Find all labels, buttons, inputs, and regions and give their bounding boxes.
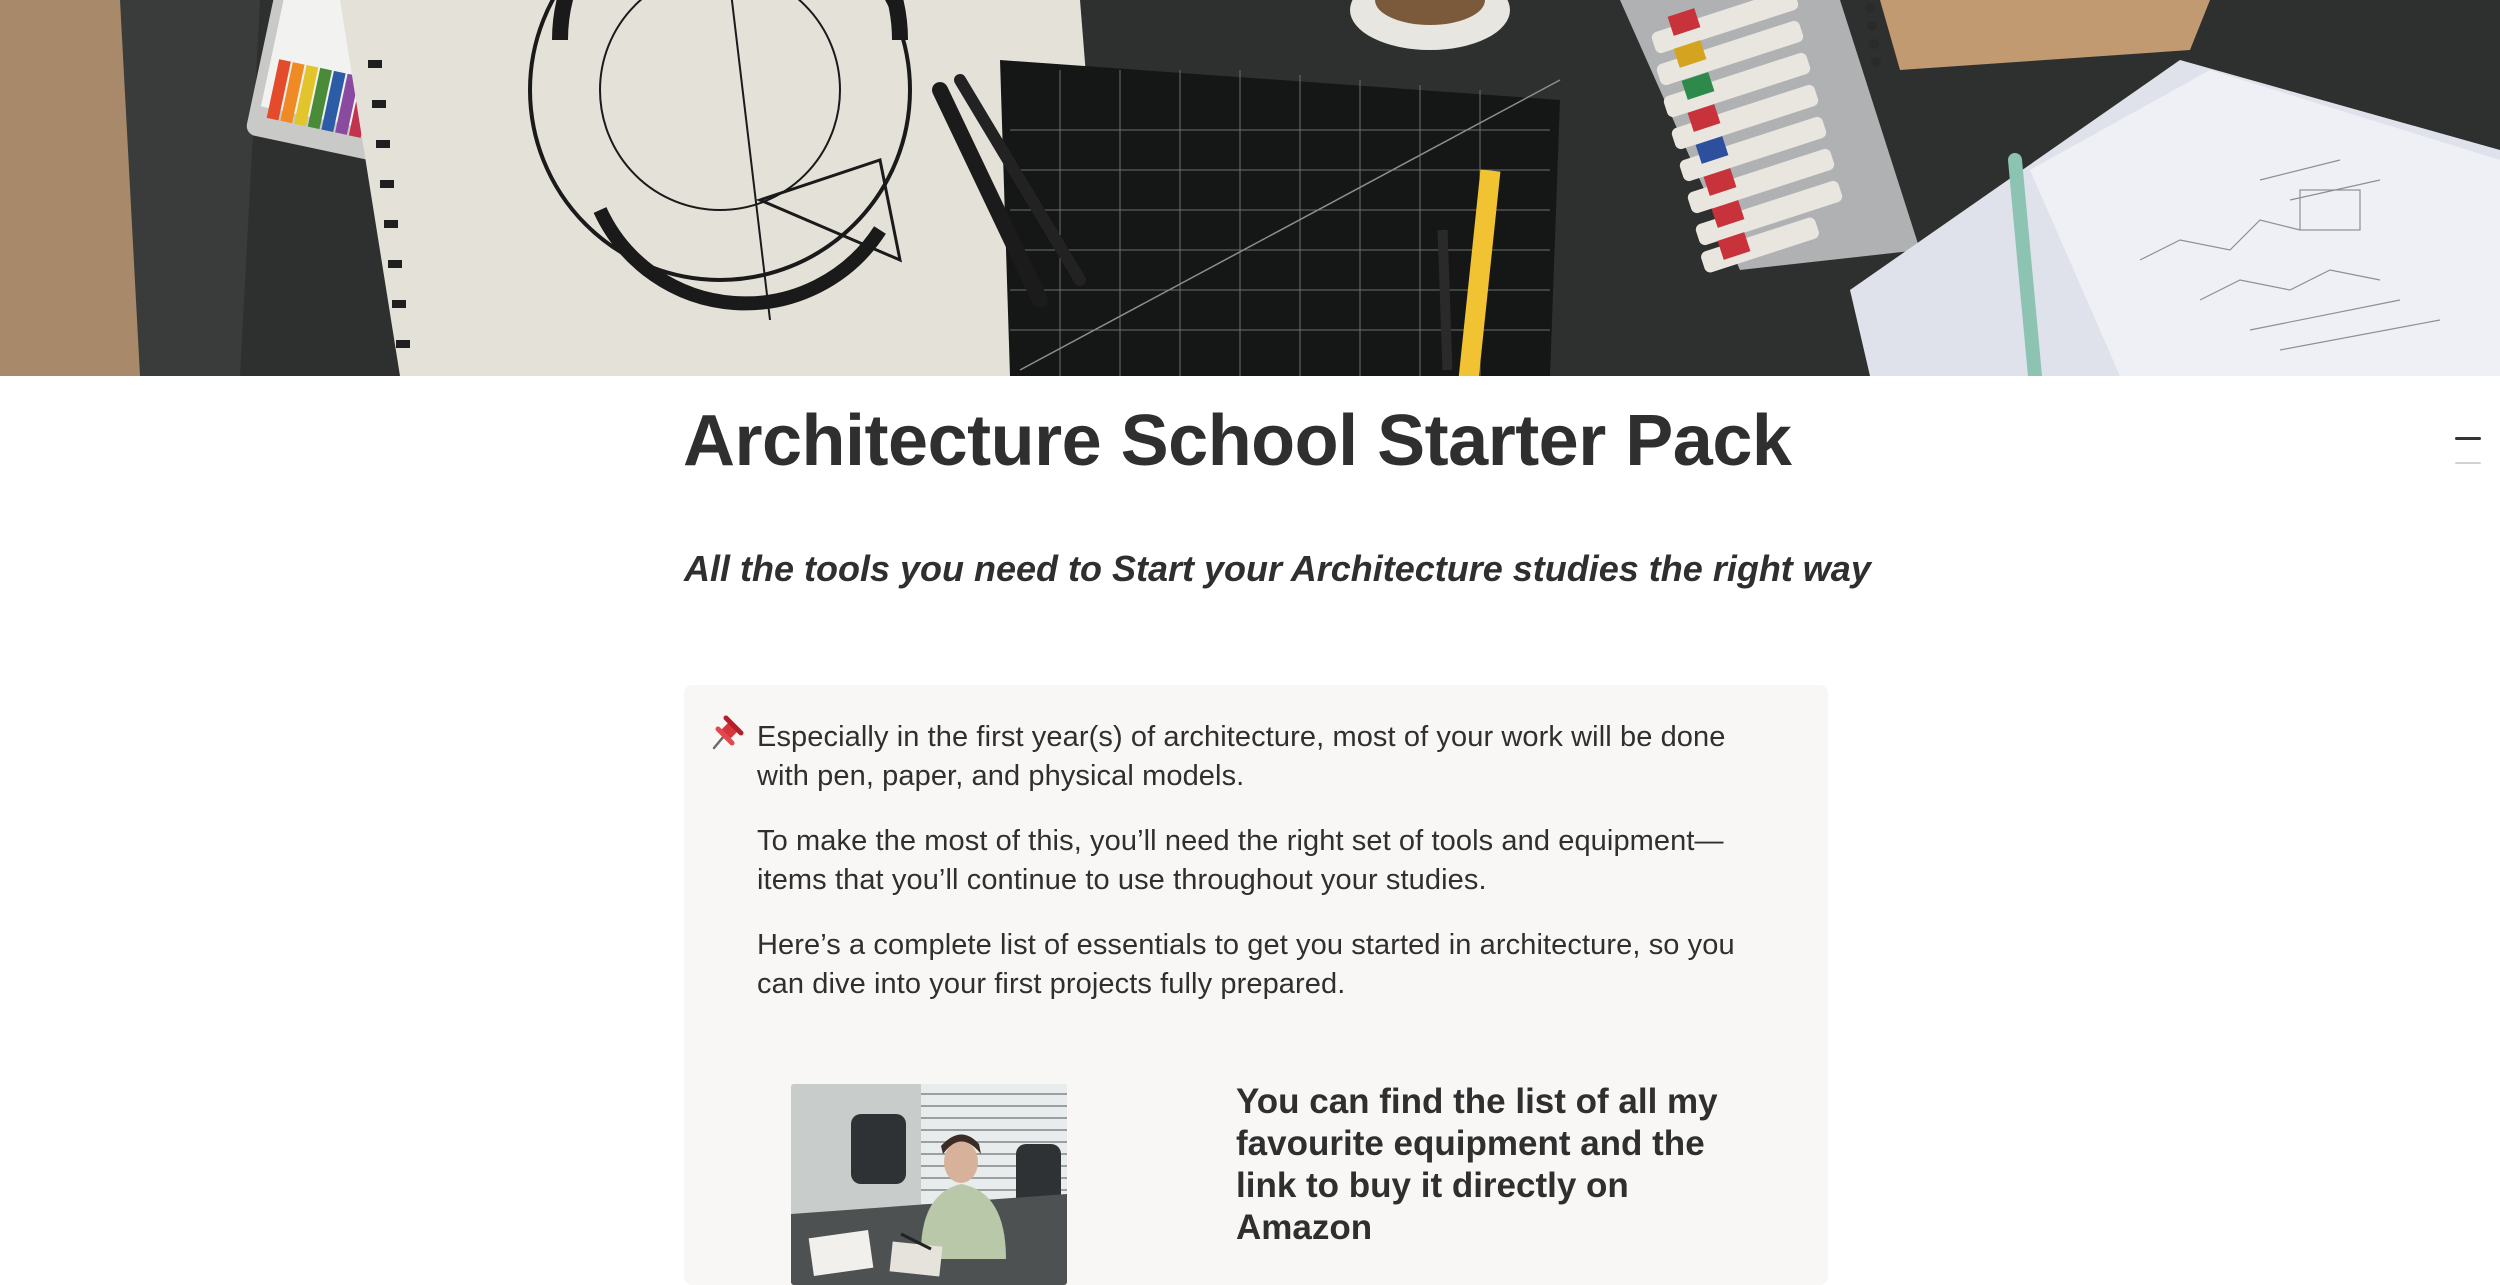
person-at-desk-photo[interactable] <box>791 1084 1067 1285</box>
pushpin-icon[interactable] <box>708 715 744 751</box>
callout-heading: You can find the list of all my favourite equipment and the link to buy it directly on Amazon <box>1236 1082 1718 1247</box>
toc-line-active <box>2455 437 2481 440</box>
callout-paragraph: Especially in the first year(s) of architecture, most of your work will be done with pen, paper, and physical models. <box>757 721 1726 792</box>
callout-block <box>684 685 1828 1285</box>
toc-line <box>2455 462 2481 464</box>
table-of-contents-icon[interactable] <box>2455 437 2481 467</box>
page-title: Architecture School Starter Pack <box>683 401 1792 481</box>
callout-paragraph: Here’s a complete list of essentials to get you started in architecture, so you can dive into your first projects fully prepared. <box>757 929 1735 1000</box>
cover-image <box>0 0 2500 376</box>
callout-paragraph: To make the most of this, you’ll need the right set of tools and equipment—items that you’ll continue to use throughout your studies. <box>757 825 1724 896</box>
page-subtitle: All the tools you need to Start your Architecture studies the right way <box>684 548 1871 589</box>
